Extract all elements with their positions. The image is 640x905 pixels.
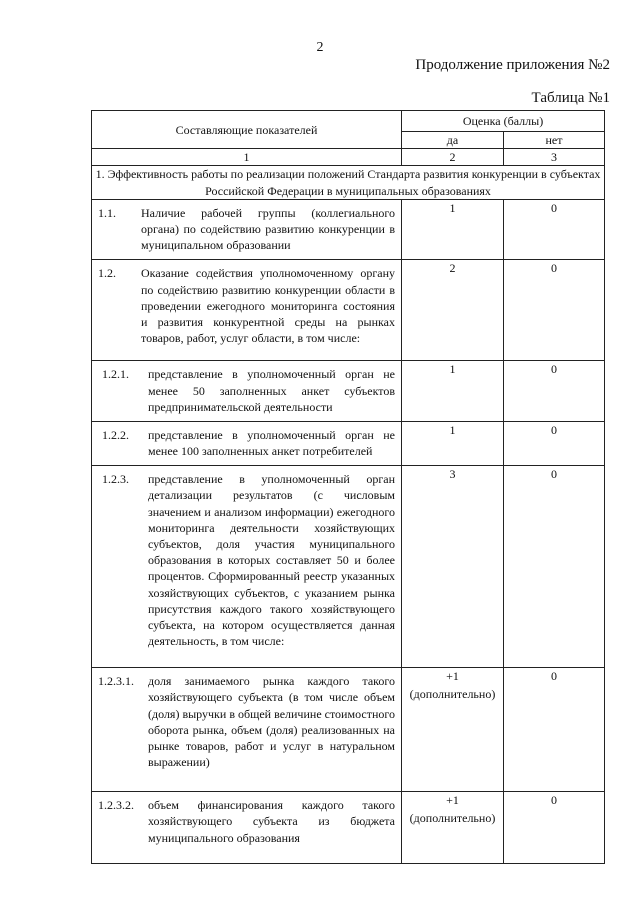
row-number: 1.2.2. [102,427,129,442]
table-row [92,668,605,792]
score-no: 0 [504,199,605,260]
header-score: Оценка (баллы) [402,111,605,132]
appendix-continuation: Продолжение приложения №2 [415,57,610,73]
header-components: Составляющие показателей [92,111,402,149]
score-note: (дополнительно) [409,811,496,826]
row-text: Оказание содействия уполномоченному органу по содействию развитию конкуренции области в проведении ежегодного мониторинга состояния и развития конкурентной среды на рынках товаров, работ, услуг области, в том числе: [141,266,395,346]
score-note: (дополнительно) [409,687,496,702]
score-no: 0 [504,361,605,422]
colnum-1: 1 [92,149,402,166]
score-yes: +1 (дополнительно) [402,668,504,792]
row-number: 1.2.3.2. [98,798,134,813]
score-no: 0 [504,260,605,361]
score-yes: +1 (дополнительно) [402,792,504,864]
table-title: Таблица №1 [531,90,610,106]
row-number: 1.2.3. [102,472,129,487]
score-no: 0 [504,792,605,864]
row-number: 1.2.1. [102,367,129,382]
header-row-1 [92,111,605,132]
row-text: доля занимаемого рынка каждого такого хозяйствующего субъекта (в том числе объем (доля) выручки в общей величине стоимостного оборота рынка, объем (доля) реализованных на рынке товаров, работ и услуг в натуральном выражении) [148,674,395,770]
table-row [92,466,605,668]
row-text: объем финансирования каждого такого хозяйствующего субъекта из бюджета муниципального образования [148,798,395,845]
score-no: 0 [504,421,605,465]
score-yes: 3 [402,466,504,668]
row-text: представление в уполномоченный орган детализации результатов (с числовым значением и анализом информации) ежегодного мониторинга деятельности хозяйствующих субъектов, доля участия муниципального образования в которых составляет 50 и более процентов. Сформированный реестр указанных хозяйствующих субъектов, с указанием рынка присутствия каждого такого хозяйствующего субъекта, на котором осуществляется данная деятельность, в том числе: [148,472,395,649]
section-row [92,166,605,199]
score-yes: 1 [402,361,504,422]
table-row [92,421,605,465]
header-yes: да [402,132,504,149]
table-row [92,792,605,864]
table-row [92,260,605,361]
score-no: 0 [504,466,605,668]
score-no: 0 [504,668,605,792]
row-number: 1.1. [98,205,116,220]
row-text: представление в уполномоченный орган не менее 50 заполненных анкет субъектов предпринимательской деятельности [148,367,395,414]
row-number: 1.2. [98,266,116,281]
score-yes: 2 [402,260,504,361]
table-row [92,361,605,422]
row-text: Наличие рабочей группы (коллегиального органа) по содействию развитию конкуренции в муниципальном образовании [141,205,395,253]
column-numbers-row [92,149,605,166]
colnum-3: 3 [504,149,605,166]
score-yes: 1 [402,199,504,260]
colnum-2: 2 [402,149,504,166]
row-number: 1.2.3.1. [98,674,134,689]
page-number: 2 [316,40,324,55]
score-yes: 1 [402,421,504,465]
table-row [92,199,605,260]
row-text: представление в уполномоченный орган не менее 100 заполненных анкет потребителей [148,427,395,459]
section-title: 1. Эффективность работы по реализации положений Стандарта развития конкуренции в субъектах Российской Федерации в муниципальных образованиях [92,166,605,199]
header-no: нет [504,132,605,149]
indicators-table [91,110,605,864]
